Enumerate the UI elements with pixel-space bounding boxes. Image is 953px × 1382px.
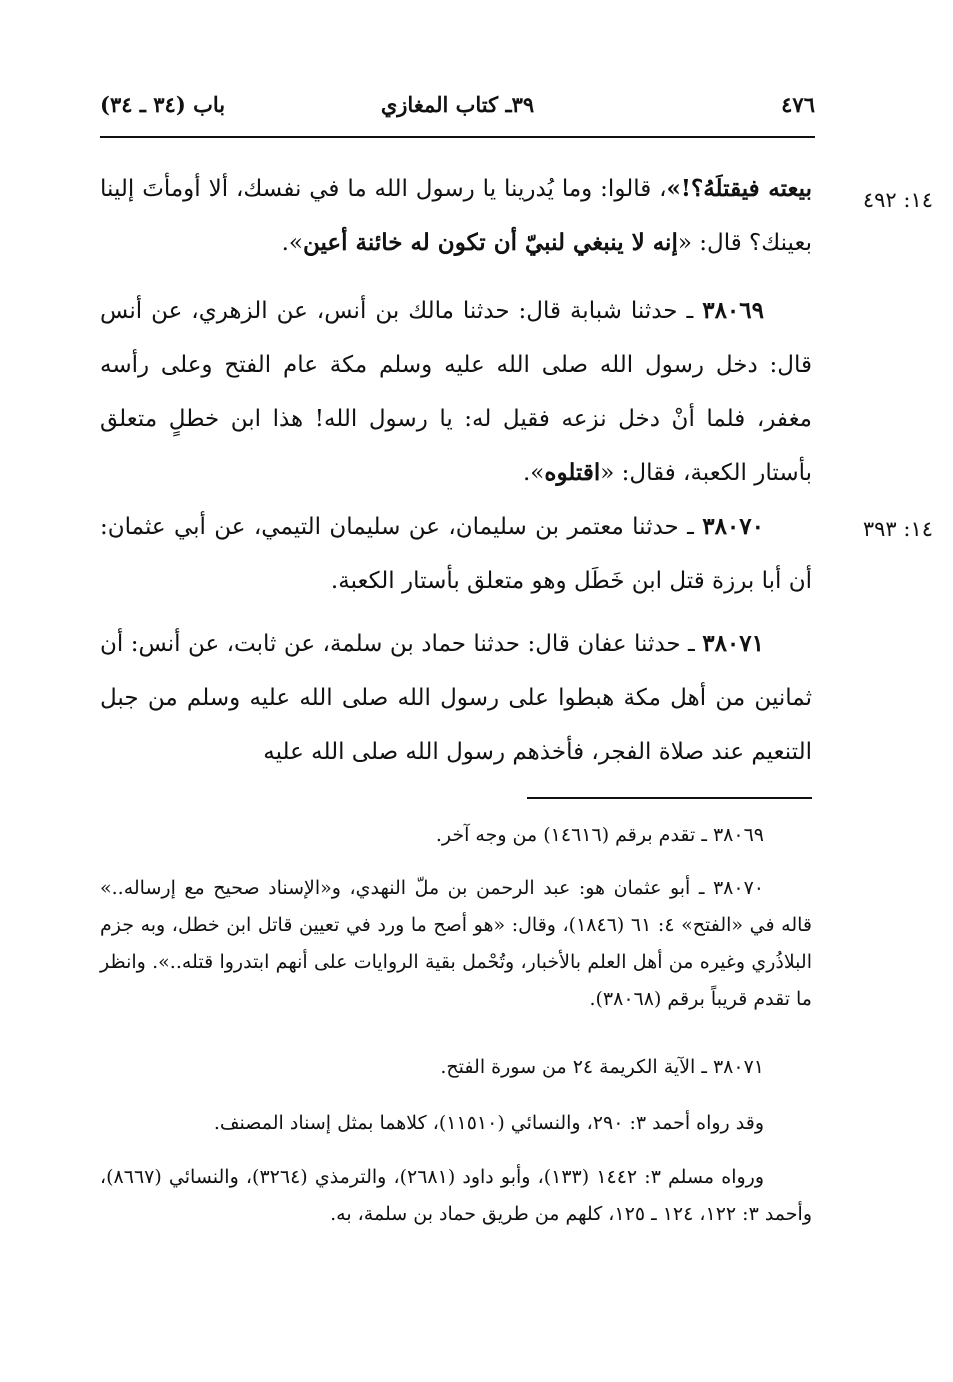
- footnote-separator: [527, 797, 812, 799]
- quoted-text-bold: اقتلوه: [544, 459, 601, 486]
- hadith-38069: [100, 284, 812, 500]
- running-header: [100, 92, 815, 128]
- hadith-38070: [100, 500, 812, 608]
- paragraph-continuation: [100, 162, 812, 270]
- paragraph-text: ».: [523, 460, 545, 486]
- hadith-number: ٣٨٠٧١: [702, 630, 764, 657]
- footnote: وقد رواه أحمد ٣: ٢٩٠، والنسائي (١١٥١٠)، كلاهما بمثل إسناد المصنف.: [213, 1112, 764, 1134]
- quoted-text-bold: بيعته فيقتلَهُ؟!»: [666, 175, 812, 202]
- paragraph-text: ـ حدثنا شبابة قال: حدثنا مالك بن أنس، عن الزهري، عن أنس قال: دخل رسول الله صلى الله عليه وسلم مكة عام الفتح وعلى رأسه مغفر، فلما أنْ دخل نزعه فقيل له: يا رسول الله! هذا ابن خطلٍ متعلق بأستار الكعبة، فقال: «: [100, 298, 812, 486]
- footnote: ٣٨٠٧٠ ـ أبو عثمان هو: عبد الرحمن بن ملّ النهدي، و«الإسناد صحيح مع إرساله..» قاله في «الفتح» ٤: ٦١ (١٨٤٦)، وقال: «هو أصح ما ورد في تعيين قاتل ابن خطل، وبه جزم البلاذُري وغيره من أهل العلم بالأخبار، وتُحْمل بقية الروايات على أنهم ابتدروا قتله..». وانظر ما تقدم قريباً برقم (٣٨٠٦٨).: [100, 877, 812, 1010]
- paragraph-text: ».: [281, 230, 303, 256]
- chapter-title: باب (٣٤ ـ ٣٤): [100, 92, 226, 117]
- footnote: ٣٨٠٧١ ـ الآية الكريمة ٢٤ من سورة الفتح.: [440, 1056, 764, 1078]
- hadith-number: ٣٨٠٧٠: [702, 513, 764, 540]
- quoted-text-bold: إنه لا ينبغي لنبيّ أن تكون له خائنة أعين: [302, 229, 678, 256]
- margin-reference: ١٤: ٣٩٣: [862, 517, 933, 541]
- paragraph-text: ـ حدثنا عفان قال: حدثنا حماد بن سلمة، عن ثابت، عن أنس: أن ثمانين من أهل مكة هبطوا على رسول الله صلى الله عليه وسلم من جبل التنعيم عند صلاة الفجر، فأخذهم رسول الله صلى الله عليه: [100, 631, 812, 765]
- footnote: ٣٨٠٦٩ ـ تقدم برقم (١٤٦١٦) من وجه آخر.: [435, 824, 764, 846]
- book-title: ٣٩ـ كتاب المغازي: [380, 92, 535, 117]
- hadith-38071: [100, 617, 812, 779]
- margin-reference: ١٤: ٤٩٢: [862, 188, 933, 212]
- paragraph-text: ـ حدثنا معتمر بن سليمان، عن سليمان التيمي، عن أبي عثمان: أن أبا برزة قتل ابن خَطَل وهو متعلق بأستار الكعبة.: [100, 514, 812, 594]
- hadith-number: ٣٨٠٦٩: [702, 297, 764, 324]
- page-number: ٤٧٦: [781, 92, 815, 117]
- footnote: ورواه مسلم ٣: ١٤٤٢ (١٣٣)، وأبو داود (٢٦٨١)، والترمذي (٣٢٦٤)، والنسائي (٨٦٦٧)، وأحمد ٣: ١٢٢، ١٢٤ ـ ١٢٥، كلهم من طريق حماد بن سلمة، به.: [100, 1166, 812, 1225]
- header-rule: [100, 136, 815, 138]
- paragraph-text: ، قالوا: وما يُدرينا يا رسول الله ما في نفسك، ألا أومأتَ إلينا بعينك؟ قال: «: [100, 176, 812, 256]
